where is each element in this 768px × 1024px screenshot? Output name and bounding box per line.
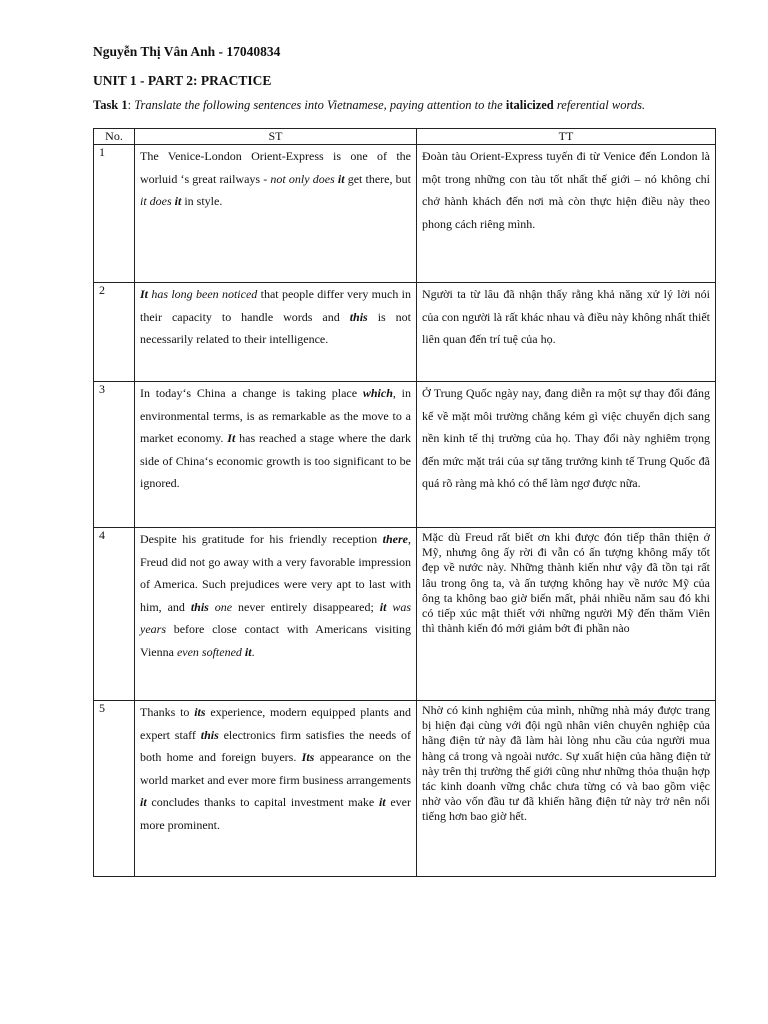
source-text-run: that people differ very much in their capacity to handle words and [140,287,412,324]
row-number: 1 [94,145,135,283]
source-text-run: , in environmental terms, is as remarkable as the move to a market economy. [140,386,411,445]
task-instruction-bold: italicized [505,98,554,112]
source-text [135,145,417,283]
source-text-run: has reached a stage where the dark side of China‘s economic growth is too significant to be ignored. [140,431,411,490]
referential-word: It [140,287,149,301]
task-instruction-pre: Translate the following sentences into Vietnamese, paying attention to the [131,98,506,112]
source-text-run: ever more prominent. [140,795,411,832]
source-text-run: is not necessarily related to their intelligence. [140,309,411,346]
source-text-run: never entirely disappeared; [232,599,380,614]
header-st: ST [135,129,417,145]
source-text-run: before close contact with Americans visiting Vienna [140,622,411,659]
referential-word: this [200,727,219,742]
referential-word: not only does [270,171,338,186]
referential-word: one [208,599,233,614]
source-text [135,701,417,877]
row-number: 2 [94,283,135,382]
referential-word: this [190,599,209,614]
target-text: Ở Trung Quốc ngày nay, đang diễn ra một sự thay đổi đáng kể về mặt môi trường chẳng kém gì việc chuyển dịch sang nền kinh tế thị trường của họ. Thay đổi này nghiêm trọng đến mức mặt trái của sự tăng trưởng kinh tế Trung Quốc đã quá rõ ràng mà khó có thể làm ngơ được nữa. [417,382,716,528]
source-text [135,283,417,382]
target-text: Người ta từ lâu đã nhận thấy rằng khả năng xử lý lời nói của con người là rất khác nhau và điều này không nhất thiết liên quan đến trí tuệ của họ. [417,283,716,382]
referential-word: its [194,705,206,719]
referential-word: Its [301,750,315,764]
referential-word: this [349,309,368,324]
table-row [94,382,716,528]
referential-word: has long been noticed [148,287,258,301]
source-text [135,528,417,701]
row-number: 3 [94,382,135,528]
referential-word: there [382,532,408,546]
source-text-run: In today‘s China a change is taking place [140,386,363,400]
referential-word: was years [140,599,411,636]
source-text [135,382,417,528]
header-no: No. [94,129,135,145]
header-tt: TT [417,129,716,145]
row-number: 4 [94,528,135,701]
source-text-run: experience, modern equipped plants and expert staff [140,705,411,742]
unit-heading: UNIT 1 - PART 2: PRACTICE [93,73,272,88]
referential-word: it [379,599,387,614]
table-row [94,283,716,382]
target-text: Nhờ có kinh nghiệm của mình, những nhà máy được trang bị hiện đại cùng với đội ngũ nhân viên chuyên nghiệp của hãng điện tử này đã làm hài lòng nhu cầu của người mua hàng cả trong và ngoài nước. Sự xuất hiện của hãng điện tử này trên thị trường thế giới cũng như những thỏa thuận hợp tác kinh doanh vững chắc chưa từng có và bao gồm việc nhờ vào vốn đầu tư đã khiến hãng điện tử này trở nên nổi tiếng hơn bao giờ hết. [417,701,716,877]
source-text-run: appearance on the world market and ever more firm business arrangements [140,750,411,787]
task-instruction-post: referential words. [553,98,646,112]
source-text-run: concludes thanks to capital investment make [146,795,379,809]
source-text-run: . [251,644,255,659]
source-text-run: in style. [181,194,223,208]
referential-word: It [227,431,236,445]
source-text-run: The Venice-London Orient-Express is one of the worluid ‘s great railways - [140,149,411,186]
target-text: Mặc dù Freud rất biết ơn khi được đón tiếp thân thiện ở Mỹ, nhưng ông ấy rời đi vẫn có ấn tượng không mấy tốt đẹp về nước này. Những thành kiến như vậy đã tồn tại rất lâu trong ông ta, và ấn tượng không hay về nước Mỹ của ông ta không bao giờ biến mất, phải nhiều năm sau đó khi có tiếp xúc mật thiết với những người Mỹ đến thăm Viên thì thành kiến đó mới giảm bớt đi phần nào [417,528,716,701]
task-instruction-text [131,98,645,112]
referential-word: even softened [176,644,245,659]
source-text-run: electronics firm satisfies the needs of both home and foreign buyers. [140,727,411,764]
table-row [94,701,716,877]
source-text-run: Despite his gratitude for his friendly reception [140,532,383,546]
table-row [94,145,716,283]
author-line: Nguyễn Thị Vân Anh - 17040834 [93,44,281,59]
source-text-run: , Freud did not go away with a very favorable impression of America. Such prejudices were very apt to last with him, and [140,532,411,614]
task-label: Task 1 [93,98,128,112]
source-text-run: get there, but [344,171,411,186]
referential-word: it [337,171,345,186]
referential-word: it [244,644,252,659]
row-number: 5 [94,701,135,877]
translation-table [93,128,716,877]
task-colon: : [127,98,132,112]
target-text: Đoàn tàu Orient-Express tuyến đi từ Venice đến London là một trong những con tàu tốt nhất thế giới – nó không chỉ chở hành khách đến nơi mà còn thực hiện điều này theo phong cách riêng mình. [417,145,716,283]
referential-word: it [140,795,147,809]
table-row [94,528,716,701]
referential-word: it [174,194,182,208]
task-instruction [93,98,713,112]
table-header-row [94,129,716,145]
referential-word: it does [140,194,175,208]
referential-word: it [378,795,386,809]
source-text-run: Thanks to [140,705,195,719]
referential-word: which [362,386,393,400]
